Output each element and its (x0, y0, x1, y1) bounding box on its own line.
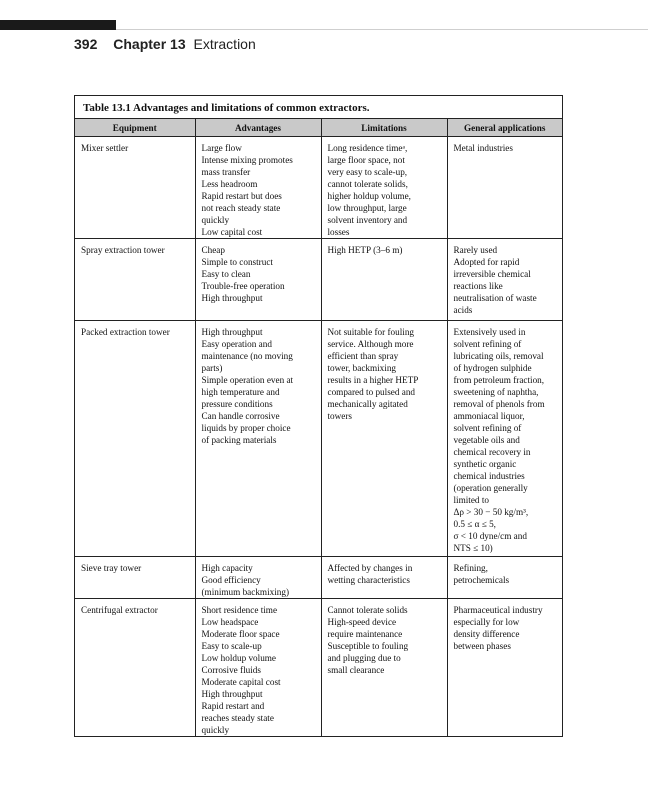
applications-cell (447, 137, 562, 239)
advantages-cell (195, 239, 321, 321)
cell-line: Good efficiency (201, 575, 261, 585)
limitations-cell (321, 599, 447, 737)
cell-line: Less headroom (201, 179, 258, 189)
cell-line: high temperature and (201, 387, 280, 397)
cell-line: towers (327, 411, 352, 421)
cell-line: Mixer settler (81, 143, 129, 153)
cell-line: Extensively used in (453, 327, 526, 337)
cell-line: lubricating oils, removal (453, 351, 544, 361)
cell-line: High HETP (3–6 m) (327, 245, 403, 255)
cell-line: quickly (201, 215, 230, 225)
cell-line: large floor space, not (327, 155, 405, 165)
cell-line: density difference (453, 629, 520, 639)
cell-line: (minimum backmixing) (201, 587, 290, 597)
cell-line: Simple operation even at (201, 375, 294, 385)
applications-cell (447, 599, 562, 737)
cell-line: results in a higher HETP (327, 375, 419, 385)
cell-line: acids (453, 305, 473, 315)
applications-cell (447, 321, 562, 557)
cell-line: solvent refining of (453, 339, 522, 349)
cell-line: Sieve tray tower (81, 563, 142, 573)
header-rule-line (116, 29, 648, 30)
equipment-cell (75, 557, 195, 599)
cell-line: Affected by changes in (327, 563, 413, 573)
cell-line: Moderate capital cost (201, 677, 281, 687)
cell-line: mass transfer (201, 167, 251, 177)
cell-line: 0.5 ≤ α ≤ 5, (453, 519, 496, 529)
cell-line: Susceptible to fouling (327, 641, 409, 651)
cell-line: Cheap (201, 245, 225, 255)
equipment-cell (75, 321, 195, 557)
cell-line: neutralisation of waste (453, 293, 537, 303)
header-applications: General applications (447, 119, 562, 137)
applications-cell (447, 557, 562, 599)
table-frame (74, 95, 563, 737)
limitations-cell (321, 321, 447, 557)
cell-line: High capacity (201, 563, 253, 573)
cell-line: σ < 10 dyne/cm and (453, 531, 527, 541)
cell-line: from petroleum fraction, (453, 375, 545, 385)
cell-line: Rapid restart and (201, 701, 265, 711)
table-title: Table 13.1 Advantages and limitations of common extractors. (83, 102, 370, 114)
advantages-cell (195, 599, 321, 737)
chapter-label: Chapter 13 (113, 36, 186, 52)
cell-line: wetting characteristics (327, 575, 410, 585)
cell-line: petrochemicals (453, 575, 510, 585)
cell-line: vegetable oils and (453, 435, 520, 445)
header-limitations: Limitations (321, 119, 447, 137)
limitations-cell (321, 239, 447, 321)
cell-line: Low holdup volume (201, 653, 277, 663)
cell-line: and plugging due to (327, 653, 401, 663)
cell-line: not reach steady state (201, 203, 281, 213)
cell-line: Rapid restart but does (201, 191, 282, 201)
cell-line: High throughput (201, 293, 263, 303)
cell-line: maintenance (no moving (201, 351, 293, 361)
cell-line: compared to pulsed and (327, 387, 416, 397)
cell-line: tower, backmixing (327, 363, 397, 373)
table-row (75, 137, 562, 239)
cell-line: High throughput (201, 689, 263, 699)
cell-line: Short residence time (201, 605, 278, 615)
limitations-cell (321, 557, 447, 599)
applications-cell (447, 239, 562, 321)
cell-line: Refining, (453, 563, 488, 573)
cell-line: Trouble-free operation (201, 281, 285, 291)
cell-line: cannot tolerate solids, (327, 179, 408, 189)
cell-line: of hydrogen sulphide (453, 363, 532, 373)
cell-line: irreversible chemical (453, 269, 531, 279)
cell-line: Intense mixing promotes (201, 155, 293, 165)
cell-line: Not suitable for fouling (327, 327, 415, 337)
cell-line: efficient than spray (327, 351, 399, 361)
cell-line: Low capital cost (201, 227, 263, 237)
equipment-cell (75, 599, 195, 737)
cell-line: reactions like (453, 281, 503, 291)
cell-line: reaches steady state (201, 713, 274, 723)
cell-line: sweetening of naphtha, (453, 387, 539, 397)
cell-line: Δρ > 30 − 50 kg/m³, (453, 507, 529, 517)
cell-line: Easy to clean (201, 269, 251, 279)
cell-line: solvent inventory and (327, 215, 408, 225)
header-rule-bar (0, 20, 116, 30)
cell-line: High throughput (201, 327, 263, 337)
table-row (75, 321, 562, 557)
cell-line: higher holdup volume, (327, 191, 411, 201)
cell-line: Long residence timeᵃ, (327, 143, 408, 153)
cell-line: Large flow (201, 143, 242, 153)
limitations-cell (321, 137, 447, 239)
cell-line: Metal industries (453, 143, 513, 153)
cell-line: removal of phenols from (453, 399, 545, 409)
cell-line: losses (327, 227, 350, 237)
cell-line: Cannot tolerate solids (327, 605, 408, 615)
cell-line: service. Although more (327, 339, 414, 349)
cell-line: Easy to scale-up (201, 641, 262, 651)
cell-line: limited to (453, 495, 489, 505)
cell-line: chemical recovery in (453, 447, 531, 457)
table-row (75, 599, 562, 737)
cell-line: pressure conditions (201, 399, 273, 409)
cell-line: (operation generally (453, 483, 528, 493)
cell-line: Adopted for rapid (453, 257, 520, 267)
cell-line: require maintenance (327, 629, 403, 639)
cell-line: Spray extraction tower (81, 245, 165, 255)
cell-line: Simple to construct (201, 257, 273, 267)
running-header (74, 36, 256, 52)
cell-line: low throughput, large (327, 203, 407, 213)
table-row (75, 557, 562, 599)
cell-line: Packed extraction tower (81, 327, 170, 337)
cell-line: small clearance (327, 665, 385, 675)
advantages-cell (195, 321, 321, 557)
cell-line: Easy operation and (201, 339, 272, 349)
chapter-title: Extraction (193, 36, 256, 52)
cell-line: of packing materials (201, 435, 277, 445)
cell-line: ammoniacal liquor, (453, 411, 525, 421)
cell-line: between phases (453, 641, 511, 651)
advantages-cell (195, 557, 321, 599)
extractors-table (75, 118, 562, 737)
page-number: 392 (74, 36, 98, 52)
cell-line: Corrosive fluids (201, 665, 261, 675)
cell-line: solvent refining of (453, 423, 522, 433)
cell-line: chemical industries (453, 471, 525, 481)
cell-line: Pharmaceutical industry (453, 605, 543, 615)
cell-line: NTS ≤ 10) (453, 543, 493, 553)
table-header-row (75, 119, 562, 137)
header-advantages: Advantages (195, 119, 321, 137)
cell-line: High-speed device (327, 617, 397, 627)
cell-line: Rarely used (453, 245, 498, 255)
equipment-cell (75, 137, 195, 239)
equipment-cell (75, 239, 195, 321)
cell-line: Can handle corrosive (201, 411, 280, 421)
cell-line: Low headspace (201, 617, 259, 627)
cell-line: parts) (201, 363, 223, 373)
cell-line: Moderate floor space (201, 629, 280, 639)
header-equipment: Equipment (75, 119, 195, 137)
cell-line: quickly (201, 725, 230, 735)
cell-line: mechanically agitated (327, 399, 408, 409)
cell-line: very easy to scale-up, (327, 167, 408, 177)
cell-line: synthetic organic (453, 459, 517, 469)
cell-line: liquids by proper choice (201, 423, 291, 433)
advantages-cell (195, 137, 321, 239)
cell-line: Centrifugal extractor (81, 605, 158, 615)
table-row (75, 239, 562, 321)
cell-line: especially for low (453, 617, 520, 627)
